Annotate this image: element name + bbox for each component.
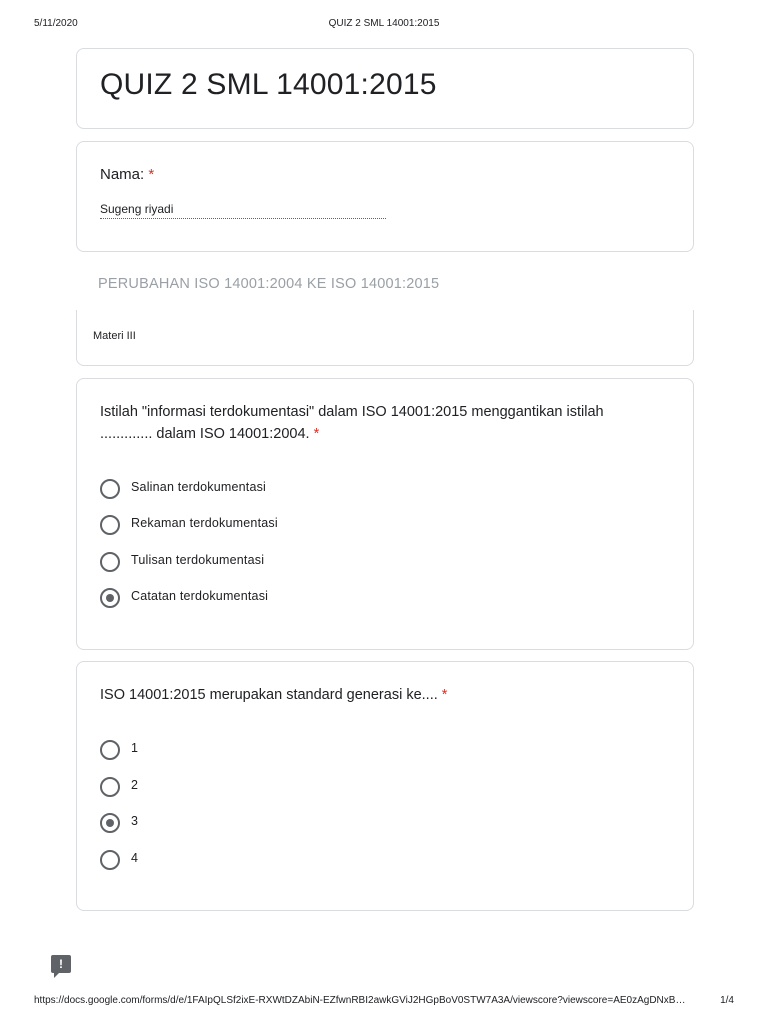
section-title: PERUBAHAN ISO 14001:2004 KE ISO 14001:2015 <box>98 276 440 292</box>
name-question-card <box>76 141 694 252</box>
option-label: Catatan terdokumentasi <box>131 589 269 603</box>
option-label: 4 <box>131 851 139 865</box>
question-2-text <box>100 684 660 706</box>
option-label: 3 <box>131 814 139 828</box>
question-1-line1: Istilah "informasi terdokumentasi" dalam ISO 14001:2015 menggantikan istilah <box>100 404 604 420</box>
radio-button[interactable] <box>100 850 120 870</box>
feedback-icon[interactable] <box>51 955 71 973</box>
required-mark: * <box>148 166 155 183</box>
option-label: Rekaman terdokumentasi <box>131 516 278 530</box>
question-1-line2: ............. dalam ISO 14001:2004. <box>100 426 310 442</box>
print-header <box>34 18 734 32</box>
question-1-text <box>100 401 660 445</box>
question-card-1 <box>76 378 694 650</box>
print-footer <box>34 995 734 1009</box>
required-mark: * <box>313 426 320 442</box>
option-label: Tulisan terdokumentasi <box>131 553 265 567</box>
page-number: 1/4 <box>720 995 734 1006</box>
radio-button[interactable] <box>100 552 120 572</box>
radio-button-selected[interactable] <box>100 588 120 608</box>
name-answer-field[interactable]: Sugeng riyadi <box>100 202 174 216</box>
section-description: Materi III <box>93 330 136 342</box>
option-label: 1 <box>131 741 139 755</box>
radio-button[interactable] <box>100 479 120 499</box>
print-title: QUIZ 2 SML 14001:2015 <box>328 18 440 29</box>
page-url: https://docs.google.com/forms/d/e/1FAIpQLSf2ixE-RXWtDZAbiN-EZfwnRBI2awkGViJ2HGpBoV0STW7A3A/viewscore?viewscore=AE0zAgDNxB… <box>34 995 686 1006</box>
form-title-card <box>76 48 694 129</box>
print-date: 5/11/2020 <box>34 18 78 29</box>
form-title: QUIZ 2 SML 14001:2015 <box>100 68 437 101</box>
radio-button[interactable] <box>100 740 120 760</box>
radio-button[interactable] <box>100 515 120 535</box>
option-label: Salinan terdokumentasi <box>131 480 267 494</box>
section-description-card <box>76 310 694 366</box>
name-label <box>100 166 154 183</box>
required-mark: * <box>441 687 448 703</box>
question-card-2 <box>76 661 694 911</box>
name-label-text: Nama: <box>100 166 145 183</box>
feedback-glyph: ! <box>59 957 63 971</box>
radio-button-selected[interactable] <box>100 813 120 833</box>
radio-button[interactable] <box>100 777 120 797</box>
option-label: 2 <box>131 778 139 792</box>
answer-underline <box>100 218 386 219</box>
question-2-line1: ISO 14001:2015 merupakan standard generasi ke.... <box>100 687 438 703</box>
